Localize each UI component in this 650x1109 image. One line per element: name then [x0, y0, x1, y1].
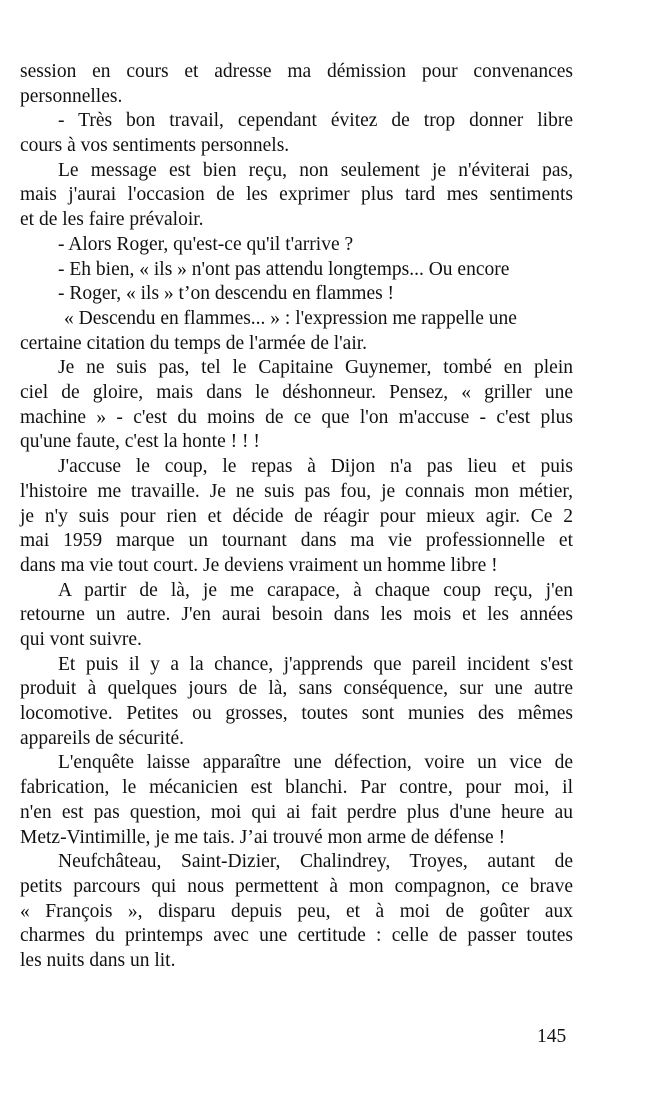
text-line: appareils de sécurité.: [20, 727, 185, 749]
text-line: J'accuse le coup, le repas à Dijon n'a pas lieu et puis: [58, 456, 573, 478]
text-line: personnelles.: [20, 85, 123, 107]
text-line: « Descendu en flammes... » : l'expression me rappelle une: [64, 307, 517, 329]
text-line: mai 1959 marque un tournant dans ma vie professionnelle et: [20, 530, 573, 552]
text-line: Je ne suis pas, tel le Capitaine Guynemer, tombé en plein: [58, 357, 573, 379]
text-line: L'enquête laisse apparaître une défection, voire un vice de: [58, 752, 573, 774]
paragraph: [20, 356, 573, 455]
paragraph: [20, 109, 573, 158]
text-line: - Alors Roger, qu'est-ce qu'il t'arrive ?: [58, 233, 354, 255]
paragraph: [20, 653, 573, 752]
paragraph: [20, 850, 573, 973]
paragraph: [20, 751, 573, 850]
text-line: session en cours et adresse ma démission pour convenances: [20, 61, 573, 82]
page-number: 145: [537, 1026, 567, 1047]
text-line: certaine citation du temps de l'armée de l'air.: [20, 332, 368, 354]
text-line: qu'une faute, c'est la honte ! ! !: [20, 431, 260, 453]
text-line: fabrication, le mécanicien est blanchi. Par contre, pour moi, il: [20, 777, 573, 799]
text-line: produit à quelques jours de là, sans conséquence, sur une autre: [20, 678, 573, 700]
text-line: ciel de gloire, mais dans le déshonneur. Pensez, « griller une: [20, 382, 573, 404]
text-line: qui vont suivre.: [20, 628, 142, 650]
text-line: mais j'aurai l'occasion de les exprimer plus tard mes sentiments: [20, 184, 573, 206]
text-line: l'histoire me travaille. Je ne suis pas fou, je connais mon métier,: [20, 480, 573, 502]
text-line: locomotive. Petites ou grosses, toutes sont munies des mêmes: [20, 703, 573, 725]
text-line: les nuits dans un lit.: [20, 949, 176, 971]
text-line: petits parcours qui nous permettent à mon compagnon, ce brave: [20, 875, 573, 897]
body-text: [20, 60, 573, 974]
paragraph: [20, 579, 573, 653]
text-line: - Très bon travail, cependant évitez de trop donner libre: [58, 110, 573, 132]
text-line: cours à vos sentiments personnels.: [20, 135, 290, 157]
paragraph: [20, 455, 573, 578]
text-line: dans ma vie tout court. Je deviens vraiment un homme libre !: [20, 554, 498, 576]
paragraph: [20, 159, 573, 233]
text-line: retourne un autre. J'en aurai besoin dans les mois et les années: [20, 604, 573, 626]
text-line: je n'y suis pour rien et décide de réagir pour mieux agir. Ce 2: [20, 505, 573, 527]
text-line: charmes du printemps avec une certitude : celle de passer toutes: [20, 925, 573, 947]
paragraph: [20, 282, 573, 307]
text-line: - Roger, « ils » t’on descendu en flammes !: [58, 283, 395, 305]
text-line: - Eh bien, « ils » n'ont pas attendu longtemps... Ou encore: [58, 258, 510, 280]
text-line: Et puis il y a la chance, j'apprends que pareil incident s'est: [58, 653, 573, 675]
paragraph: [20, 233, 573, 258]
text-line: n'en est pas question, moi qui ai fait perdre plus d'une heure au: [20, 801, 573, 823]
paragraph: [20, 258, 573, 283]
text-line: Neufchâteau, Saint-Dizier, Chalindrey, Troyes, autant de: [58, 851, 573, 873]
text-line: Metz-Vintimille, je me tais. J’ai trouvé mon arme de défense !: [20, 826, 506, 848]
text-line: et de les faire prévaloir.: [20, 209, 204, 231]
paragraph: [20, 307, 573, 356]
text-line: machine » - c'est du moins de ce que l'on m'accuse - c'est plus: [20, 406, 573, 428]
text-line: A partir de là, je me carapace, à chaque coup reçu, j'en: [58, 579, 573, 601]
paragraph: [20, 60, 573, 109]
text-line: « François », disparu depuis peu, et à moi de goûter aux: [20, 900, 573, 922]
text-line: Le message est bien reçu, non seulement je n'éviterai pas,: [58, 159, 573, 181]
